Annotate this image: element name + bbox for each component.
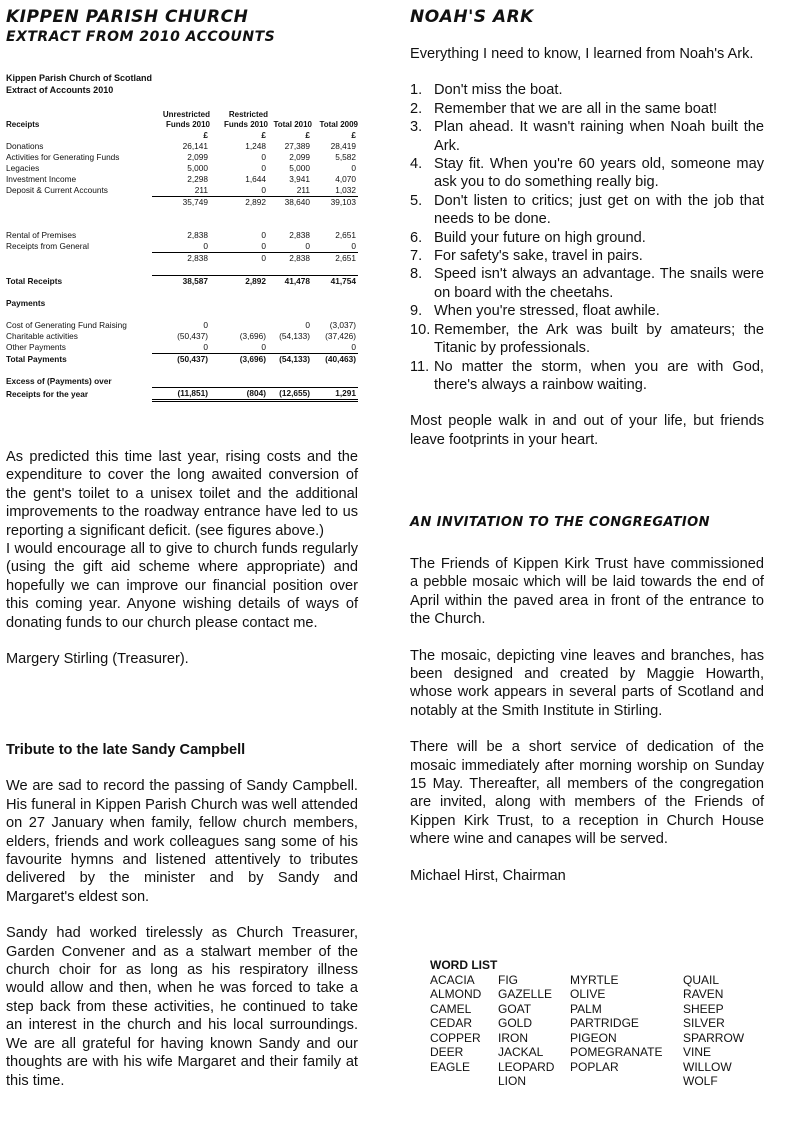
table-row — [6, 185, 358, 197]
word-item: QUAIL — [683, 972, 720, 987]
list-text: Remember that we are all in the same boat! — [434, 100, 718, 117]
col-header: Restricted Funds 2010 — [223, 110, 268, 129]
accounts-title: Kippen Parish Church of Scotland — [6, 73, 153, 83]
table-cell: 39,103 — [312, 197, 358, 209]
word-item: PIGEON — [570, 1030, 617, 1045]
word-item: IRON — [498, 1030, 528, 1045]
list-text: Speed isn't always an advantage. The snails were on board with the cheetahs. — [434, 266, 764, 301]
row-label: Receipts for the year — [6, 388, 89, 399]
table-cell: 211 — [194, 185, 208, 195]
word-item: ACACIA — [430, 972, 475, 987]
currency-symbol: £ — [351, 130, 356, 140]
list-text: For safety's sake, travel in pairs. — [434, 248, 643, 265]
table-cell: 27,389 — [284, 141, 310, 151]
table-row — [6, 230, 358, 241]
word-item: PALM — [570, 1001, 602, 1016]
invitation-signature: Michael Hirst, Chairman — [410, 867, 566, 884]
table-row — [6, 241, 358, 253]
col-header: Total 2009 — [319, 120, 358, 129]
table-cell: 5,000 — [289, 163, 310, 173]
row-label: Charitable activities — [6, 331, 78, 341]
table-cell: 5,582 — [335, 152, 356, 162]
table-cell: 4,070 — [335, 174, 356, 184]
table-cell: (12,655) — [268, 388, 312, 401]
total-receipts-row — [6, 276, 358, 288]
table-cell: 0 — [305, 241, 310, 251]
row-label: Cost of Generating Fund Raising — [6, 320, 127, 330]
table-cell: (54,133) — [279, 331, 310, 341]
table-cell: 26,141 — [182, 141, 208, 151]
list-number: 7. — [410, 248, 423, 265]
table-cell: (50,437) — [177, 331, 208, 341]
list-number: 9. — [410, 303, 423, 320]
ark-list — [410, 81, 764, 394]
tribute-paragraph: Sandy had worked tirelessly as Church Treasurer, Garden Convener and as a stalwart member of the church choir for as long as his respiratory illness would allow and then, when he was forced to take a step back from these activities, he continued to take an interest in the church and his local surroundings. We are all grateful for having known Sandy and our thoughts are with his wife Margaret and their family at this time. — [6, 925, 358, 1089]
table-cell: 2,892 — [210, 197, 268, 209]
table-cell: 0 — [261, 230, 266, 240]
word-column — [683, 973, 763, 1089]
word-item: POMEGRANATE — [570, 1045, 663, 1059]
table-cell: 28,419 — [330, 141, 356, 151]
table-cell: (50,437) — [152, 354, 210, 366]
word-item: SPARROW — [683, 1030, 745, 1045]
currency-symbol: £ — [305, 130, 310, 140]
row-label: Legacies — [6, 163, 40, 173]
table-cell: 2,838 — [187, 230, 208, 240]
row-label: Excess of (Payments) over — [6, 376, 112, 387]
table-cell: 1,248 — [245, 141, 266, 151]
list-text: Build your future on high ground. — [434, 229, 646, 246]
table-cell: 2,838 — [289, 230, 310, 240]
treasurer-report — [6, 448, 358, 668]
currency-row — [6, 130, 358, 141]
table-cell: 2,099 — [187, 152, 208, 162]
accounts-table — [6, 110, 358, 402]
table-row — [6, 320, 358, 331]
table-cell: 2,892 — [210, 276, 268, 288]
invitation-paragraph: The Friends of Kippen Kirk Trust have commissioned a pebble mosaic which will be laid towards the end of April within the paved area in front of the entrance to the Church. — [410, 556, 764, 628]
tribute-section — [6, 741, 358, 1090]
list-number: 11. — [410, 358, 430, 375]
table-row — [6, 342, 358, 354]
list-number: 4. — [410, 156, 423, 173]
list-number: 1. — [410, 82, 423, 99]
accounts-subtitle: Extract of Accounts 2010 — [6, 85, 114, 95]
payments-header-row — [6, 298, 358, 309]
ark-list-item — [410, 155, 764, 192]
currency-symbol: £ — [203, 130, 208, 140]
excess-label-row — [6, 376, 358, 388]
table-cell: (3,696) — [210, 354, 268, 366]
table-cell: 0 — [305, 320, 310, 330]
rows-b — [6, 230, 358, 253]
table-cell: 0 — [261, 152, 266, 162]
ark-list-item — [410, 321, 764, 358]
table-cell: 0 — [261, 163, 266, 173]
word-item: COPPER — [430, 1030, 481, 1045]
tribute-title: Tribute to the late Sandy Campbell — [6, 742, 246, 758]
table-cell: 0 — [210, 253, 268, 265]
word-item: LION — [498, 1074, 527, 1088]
treasurer-paragraph: As predicted this time last year, rising costs and the expenditure to cover the long awaited conversion of the gent's toilet to a unisex toilet and the additional improvements to the roadway entrance have led to us reporting a significant deficit. (see figures above.) — [6, 449, 358, 539]
word-item: GAZELLE — [498, 987, 553, 1001]
table-row — [6, 141, 358, 152]
receipts-header: Receipts — [6, 120, 40, 129]
row-label: Payments — [6, 298, 46, 308]
word-item: WILLOW — [683, 1059, 732, 1074]
row-label: Total Receipts — [6, 275, 63, 286]
word-item: DEER — [430, 1045, 464, 1059]
word-item: WOLF — [683, 1074, 718, 1088]
word-item: GOLD — [498, 1016, 533, 1030]
word-item: CAMEL — [430, 1001, 472, 1016]
invitation-paragraph: There will be a short service of dedication of the mosaic immediately after morning worship on Sunday 15 May. Thereafter, all members of the congregation are invited, along with members of the Friends of Kippen Kirk Trust, to a reception in Church House where wine and canapes will be served. — [410, 739, 764, 848]
ark-title: NOAH'S ARK — [410, 7, 534, 27]
table-cell: 2,651 — [335, 230, 356, 240]
list-number: 2. — [410, 100, 423, 117]
list-number: 8. — [410, 266, 423, 283]
table-cell: (3,696) — [239, 331, 266, 341]
ark-list-item — [410, 81, 764, 99]
word-list-title: WORD LIST — [430, 958, 498, 972]
table-row — [6, 174, 358, 185]
table-cell: 1,291 — [312, 388, 358, 401]
table-cell: 38,587 — [152, 276, 210, 288]
table-row — [6, 163, 358, 174]
table-cell: (11,851) — [152, 388, 210, 401]
table-cell: 38,640 — [268, 197, 312, 209]
word-list — [430, 958, 780, 1089]
table-cell: (3,037) — [329, 320, 356, 330]
currency-symbol: £ — [261, 130, 266, 140]
word-column — [570, 973, 683, 1089]
word-item: OLIVE — [570, 987, 606, 1001]
row-label: Other Payments — [6, 342, 66, 353]
table-cell: 0 — [203, 241, 208, 251]
table-cell: 0 — [351, 241, 356, 251]
word-item: LEOPARD — [498, 1059, 555, 1074]
table-cell: 0 — [261, 241, 266, 251]
ark-outro: Most people walk in and out of your life, but friends leave footprints in your heart. — [410, 413, 764, 448]
table-cell: (37,426) — [325, 331, 356, 341]
word-item: ALMOND — [430, 987, 482, 1001]
tribute-paragraph: We are sad to record the passing of Sandy Campbell. His funeral in Kippen Parish Church was well attended on 27 January when family, fellow church members, elders, friends and work colleagues sang some of his favourite hymns and listened attentively to tributes delivered by the minister and by Sandy and Margaret's eldest son. — [6, 778, 358, 905]
list-number: 3. — [410, 119, 423, 136]
excess-row — [6, 388, 358, 401]
table-row — [6, 331, 358, 342]
row-label: Activities for Generating Funds — [6, 152, 120, 162]
banner-title: KIPPEN PARISH CHURCH — [6, 7, 249, 27]
row-label: Receipts from General — [6, 241, 90, 252]
church-banner — [6, 7, 366, 47]
ark-list-item — [410, 302, 764, 320]
table-cell: 0 — [261, 185, 266, 195]
word-item: POPLAR — [570, 1059, 619, 1074]
word-item: EAGLE — [430, 1059, 471, 1074]
list-text: Plan ahead. It wasn't raining when Noah built the Ark. — [434, 119, 764, 154]
table-cell: 2,838 — [268, 253, 312, 265]
table-cell: 5,000 — [187, 163, 208, 173]
word-item: RAVEN — [683, 987, 724, 1001]
list-number: 10. — [410, 321, 431, 338]
word-item: MYRTLE — [570, 972, 619, 987]
table-cell: 0 — [203, 342, 208, 352]
ark-intro: Everything I need to know, I learned from Noah's Ark. — [410, 46, 754, 62]
invitation-section — [410, 555, 764, 885]
table-cell — [268, 342, 312, 354]
table-cell: 0 — [203, 320, 208, 330]
ark-list-item — [410, 118, 764, 155]
table-cell: 2,099 — [289, 152, 310, 162]
list-text: When you're stressed, float awhile. — [434, 303, 660, 320]
ark-list-item — [410, 265, 764, 302]
table-row — [6, 152, 358, 163]
row-label: Rental of Premises — [6, 230, 77, 240]
word-item: SHEEP — [683, 1001, 724, 1016]
list-number: 5. — [410, 192, 423, 209]
list-text: Don't miss the boat. — [434, 82, 563, 99]
list-text: Remember, the Ark was built by amateurs; the Titanic by professionals. — [434, 321, 764, 357]
word-item: FIG — [498, 972, 518, 987]
table-cell: (40,463) — [312, 354, 358, 366]
table-cell: 41,754 — [312, 276, 358, 288]
accounts-extract — [6, 72, 358, 402]
word-column — [430, 973, 498, 1089]
row-label: Deposit & Current Accounts — [6, 185, 108, 196]
word-item: JACKAL — [498, 1045, 544, 1059]
word-list-grid — [430, 973, 780, 1089]
invitation-paragraph: The mosaic, depicting vine leaves and branches, has been designed and created by Maggie Howarth, whose work appears in several parts of Scotland and notably at the Smith Institute in Stirling. — [410, 647, 764, 719]
table-cell: 211 — [296, 185, 310, 195]
word-item: SILVER — [683, 1016, 725, 1030]
table-cell: 41,478 — [268, 276, 312, 288]
word-column — [498, 973, 570, 1089]
word-item: VINE — [683, 1045, 712, 1059]
table-cell: 1,644 — [245, 174, 266, 184]
table-cell: 0 — [351, 163, 356, 173]
word-item: CEDAR — [430, 1016, 473, 1030]
header-row — [6, 110, 358, 130]
word-item: GOAT — [498, 1001, 532, 1016]
treasurer-signature: Margery Stirling (Treasurer). — [6, 651, 189, 668]
rows-a — [6, 141, 358, 197]
invitation-title: AN INVITATION TO THE CONGREGATION — [410, 515, 710, 530]
row-label: Donations — [6, 141, 44, 151]
word-item: PARTRIDGE — [570, 1016, 639, 1030]
col-header: Total 2010 — [273, 120, 312, 129]
subtotal-a-row — [6, 197, 358, 209]
list-text: Stay fit. When you're 60 years old, someone may ask you to do something really big. — [434, 156, 764, 191]
total-payments-row — [6, 354, 358, 366]
subtotal-b-row — [6, 253, 358, 265]
banner-subtitle: EXTRACT FROM 2010 ACCOUNTS — [6, 29, 276, 45]
rows-c — [6, 320, 358, 354]
table-cell — [210, 320, 268, 331]
table-cell: 2,838 — [152, 253, 210, 265]
ark-list-item — [410, 358, 764, 395]
table-cell: 1,032 — [335, 185, 356, 195]
row-label: Total Payments — [6, 353, 67, 364]
row-label: Investment Income — [6, 174, 77, 184]
table-cell: 2,651 — [312, 253, 358, 265]
ark-list-item — [410, 100, 764, 118]
ark-list-item — [410, 229, 764, 247]
ark-section — [410, 45, 764, 449]
table-cell: 35,749 — [152, 197, 210, 209]
ark-list-item — [410, 192, 764, 229]
list-number: 6. — [410, 229, 423, 246]
table-cell: (54,133) — [268, 354, 312, 366]
list-text: Don't listen to critics; just get on with the job that needs to be done. — [434, 192, 764, 228]
table-cell: 0 — [261, 342, 266, 352]
treasurer-paragraph: I would encourage all to give to church funds regularly (using the gift aid scheme where appropriate) and hopefully we can improve our financial position over this coming year. Anyone wishing details of ways of donating funds to our church please contact me. — [6, 541, 358, 631]
col-header: Unrestricted Funds 2010 — [162, 110, 210, 129]
table-cell: 3,941 — [289, 174, 310, 184]
table-cell: 0 — [351, 342, 356, 352]
ark-list-item — [410, 247, 764, 265]
list-text: No matter the storm, when you are with God, there's always a rainbow waiting. — [434, 358, 764, 393]
table-cell: 2,298 — [187, 174, 208, 184]
table-cell: (804) — [210, 388, 268, 401]
